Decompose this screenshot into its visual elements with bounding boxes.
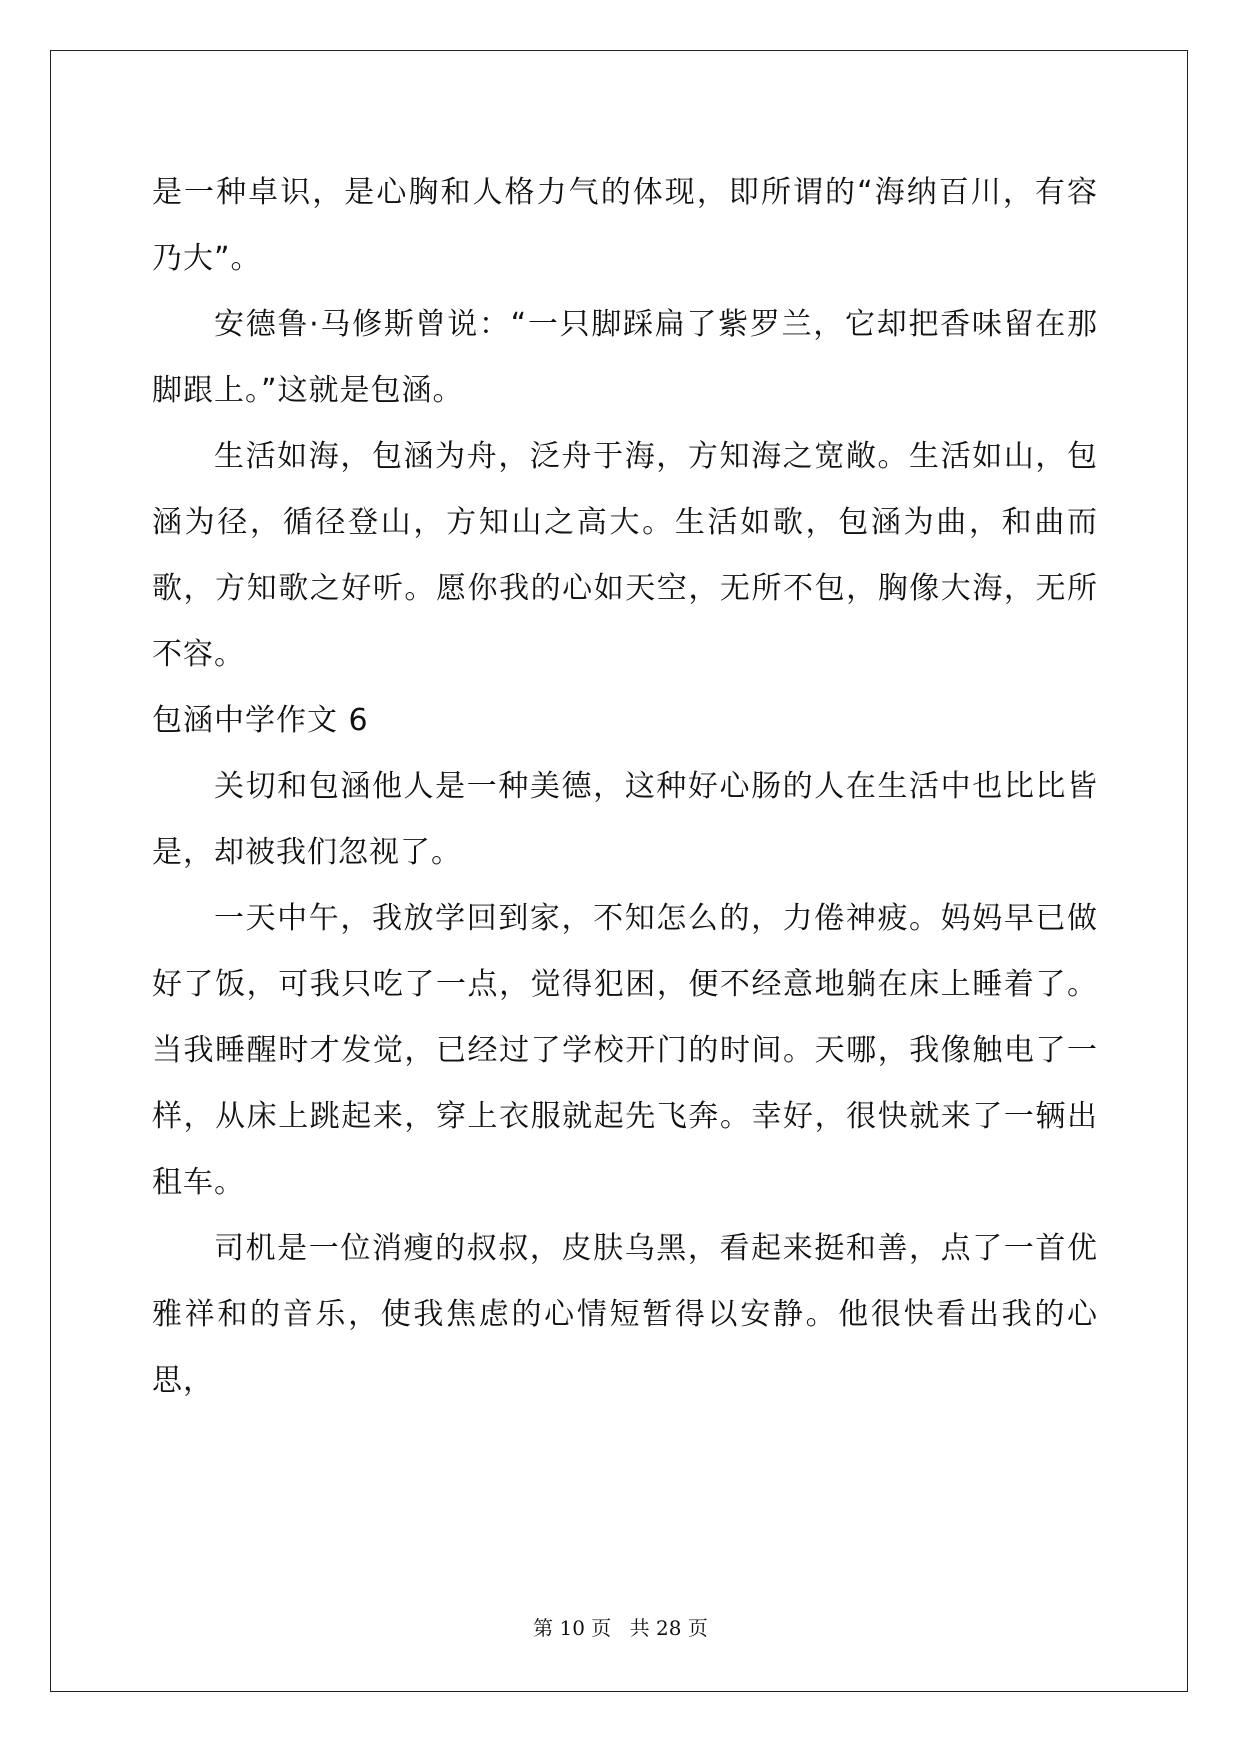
paragraph-4: 关切和包涵他人是一种美德，这种好心肠的人在生活中也比比皆是，却被我们忽视了。 [152, 769, 1098, 870]
paragraph-6: 司机是一位消瘦的叔叔，皮肤乌黑，看起来挺和善，点了一首优雅祥和的音乐，使我焦虑的心情短暂得以安静。他很快看出我的心思， [152, 1231, 1098, 1398]
paragraph-3: 生活如海，包涵为舟，泛舟于海，方知海之宽敞。生活如山，包涵为径，循径登山，方知山之高大。生活如歌，包涵为曲，和曲而歌，方知歌之好听。愿你我的心如天空，无所不包，胸像大海，无所不容。 [152, 439, 1098, 672]
paragraph-1: 是一种卓识，是心胸和人格力气的体现，即所谓的“海纳百川，有容乃大”。 [152, 175, 1098, 276]
section-heading: 包涵中学作文 6 [152, 703, 369, 738]
page-number: 第 10 页 [533, 1616, 612, 1640]
page-total: 共 28 页 [629, 1616, 708, 1640]
document-body [152, 160, 1098, 1414]
paragraph-2: 安德鲁·马修斯曾说：“一只脚踩扁了紫罗兰，它却把香味留在那脚跟上。”这就是包涵。 [152, 307, 1098, 408]
paragraph-5: 一天中午，我放学回到家，不知怎么的，力倦神疲。妈妈早已做好了饭，可我只吃了一点，觉得犯困，便不经意地躺在床上睡着了。当我睡醒时才发觉，已经过了学校开门的时间。天哪，我像触电了一样，从床上跳起来，穿上衣服就起先飞奔。幸好，很快就来了一辆出租车。 [152, 901, 1098, 1200]
page-footer [0, 1612, 1241, 1641]
